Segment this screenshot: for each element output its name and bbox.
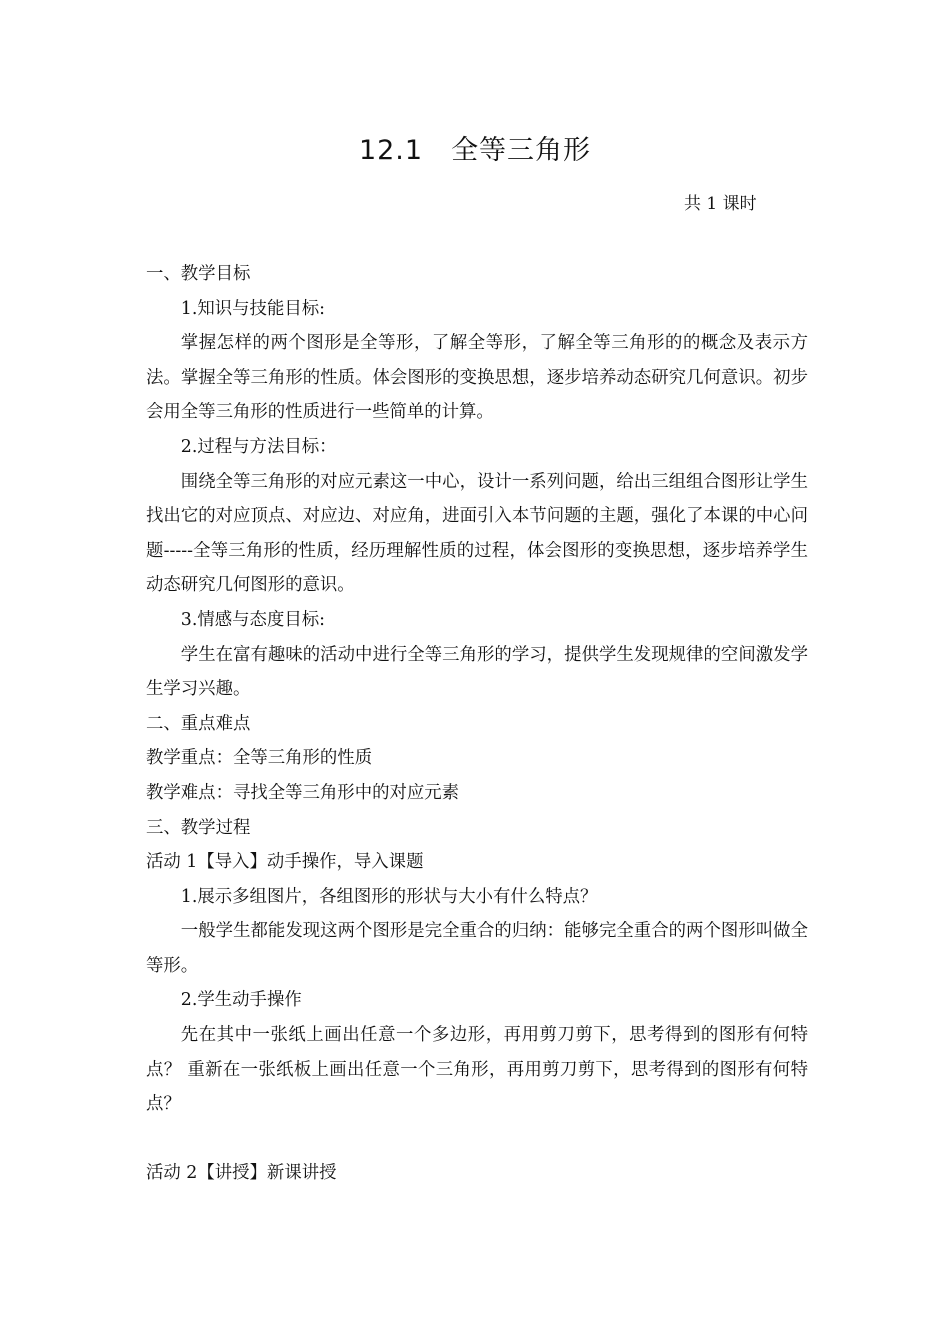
blank-line bbox=[146, 1122, 808, 1157]
paragraph-process-method: 围绕全等三角形的对应元素这一中心，设计一系列问题，给出三组组合图形让学生找出它的对应顶点、对应边、对应角，进面引入本节问题的主题，强化了本课的中心问题-----全等三角形的性质，经历理解性质的过程，体会图形的变换思想，逐步培养学生动态研究几何图形的意识。 bbox=[146, 471, 808, 596]
activity-1-step-2-text: 先在其中一张纸上画出任意一个多边形，再用剪刀剪下，思考得到的图形有何特点？ 重新在一张纸板上画出任意一个三角形，再用剪刀剪下，思考得到的图形有何特点？ bbox=[146, 1025, 808, 1115]
section-heading-process: 三、教学过程 bbox=[146, 817, 251, 838]
title-text: 全等三角形 bbox=[451, 135, 592, 166]
section-heading-key-points: 二、重点难点 bbox=[146, 713, 251, 734]
paragraph-knowledge-skills: 掌握怎样的两个图形是全等形，了解全等形，了解全等三角形的的概念及表示方法。掌握全等三角形的性质。体会图形的变换思想，逐步培养动态研究几何意识。初步会用全等三角形的性质进行一些简单的计算。 bbox=[146, 333, 808, 423]
activity-1-step-1-text: 一般学生都能发现这两个图形是完全重合的归纳：能够完全重合的两个图形叫做全等形。 bbox=[146, 921, 808, 976]
section-heading-objectives: 一、教学目标 bbox=[146, 264, 251, 284]
page-title bbox=[0, 128, 950, 167]
difficulty-line: 教学难点：寻找全等三角形中的对应元素 bbox=[146, 782, 460, 803]
paragraph-emotion-attitude: 学生在富有趣味的活动中进行全等三角形的学习，提供学生发现规律的空间激发学生学习兴趣。 bbox=[146, 644, 808, 700]
activity-1-step-2: 2.学生动手操作 bbox=[180, 990, 302, 1011]
subheading-process-method: 2.过程与方法目标： bbox=[180, 436, 337, 457]
class-hours: 共 1 课时 bbox=[684, 194, 757, 214]
activity-2-heading: 活动 2【讲授】新课讲授 bbox=[146, 1163, 337, 1184]
key-point-line: 教学重点：全等三角形的性质 bbox=[146, 748, 373, 769]
activity-1-heading: 活动 1【导入】动手操作，导入课题 bbox=[146, 852, 424, 873]
activity-1-step-1: 1.展示多组图片，各组图形的形状与大小有什么特点？ bbox=[180, 886, 598, 907]
document-body bbox=[146, 257, 808, 1191]
subheading-emotion-attitude: 3.情感与态度目标: bbox=[180, 609, 325, 630]
subheading-knowledge-skills: 1.知识与技能目标: bbox=[180, 298, 325, 319]
title-number: 12.1 bbox=[358, 135, 424, 166]
